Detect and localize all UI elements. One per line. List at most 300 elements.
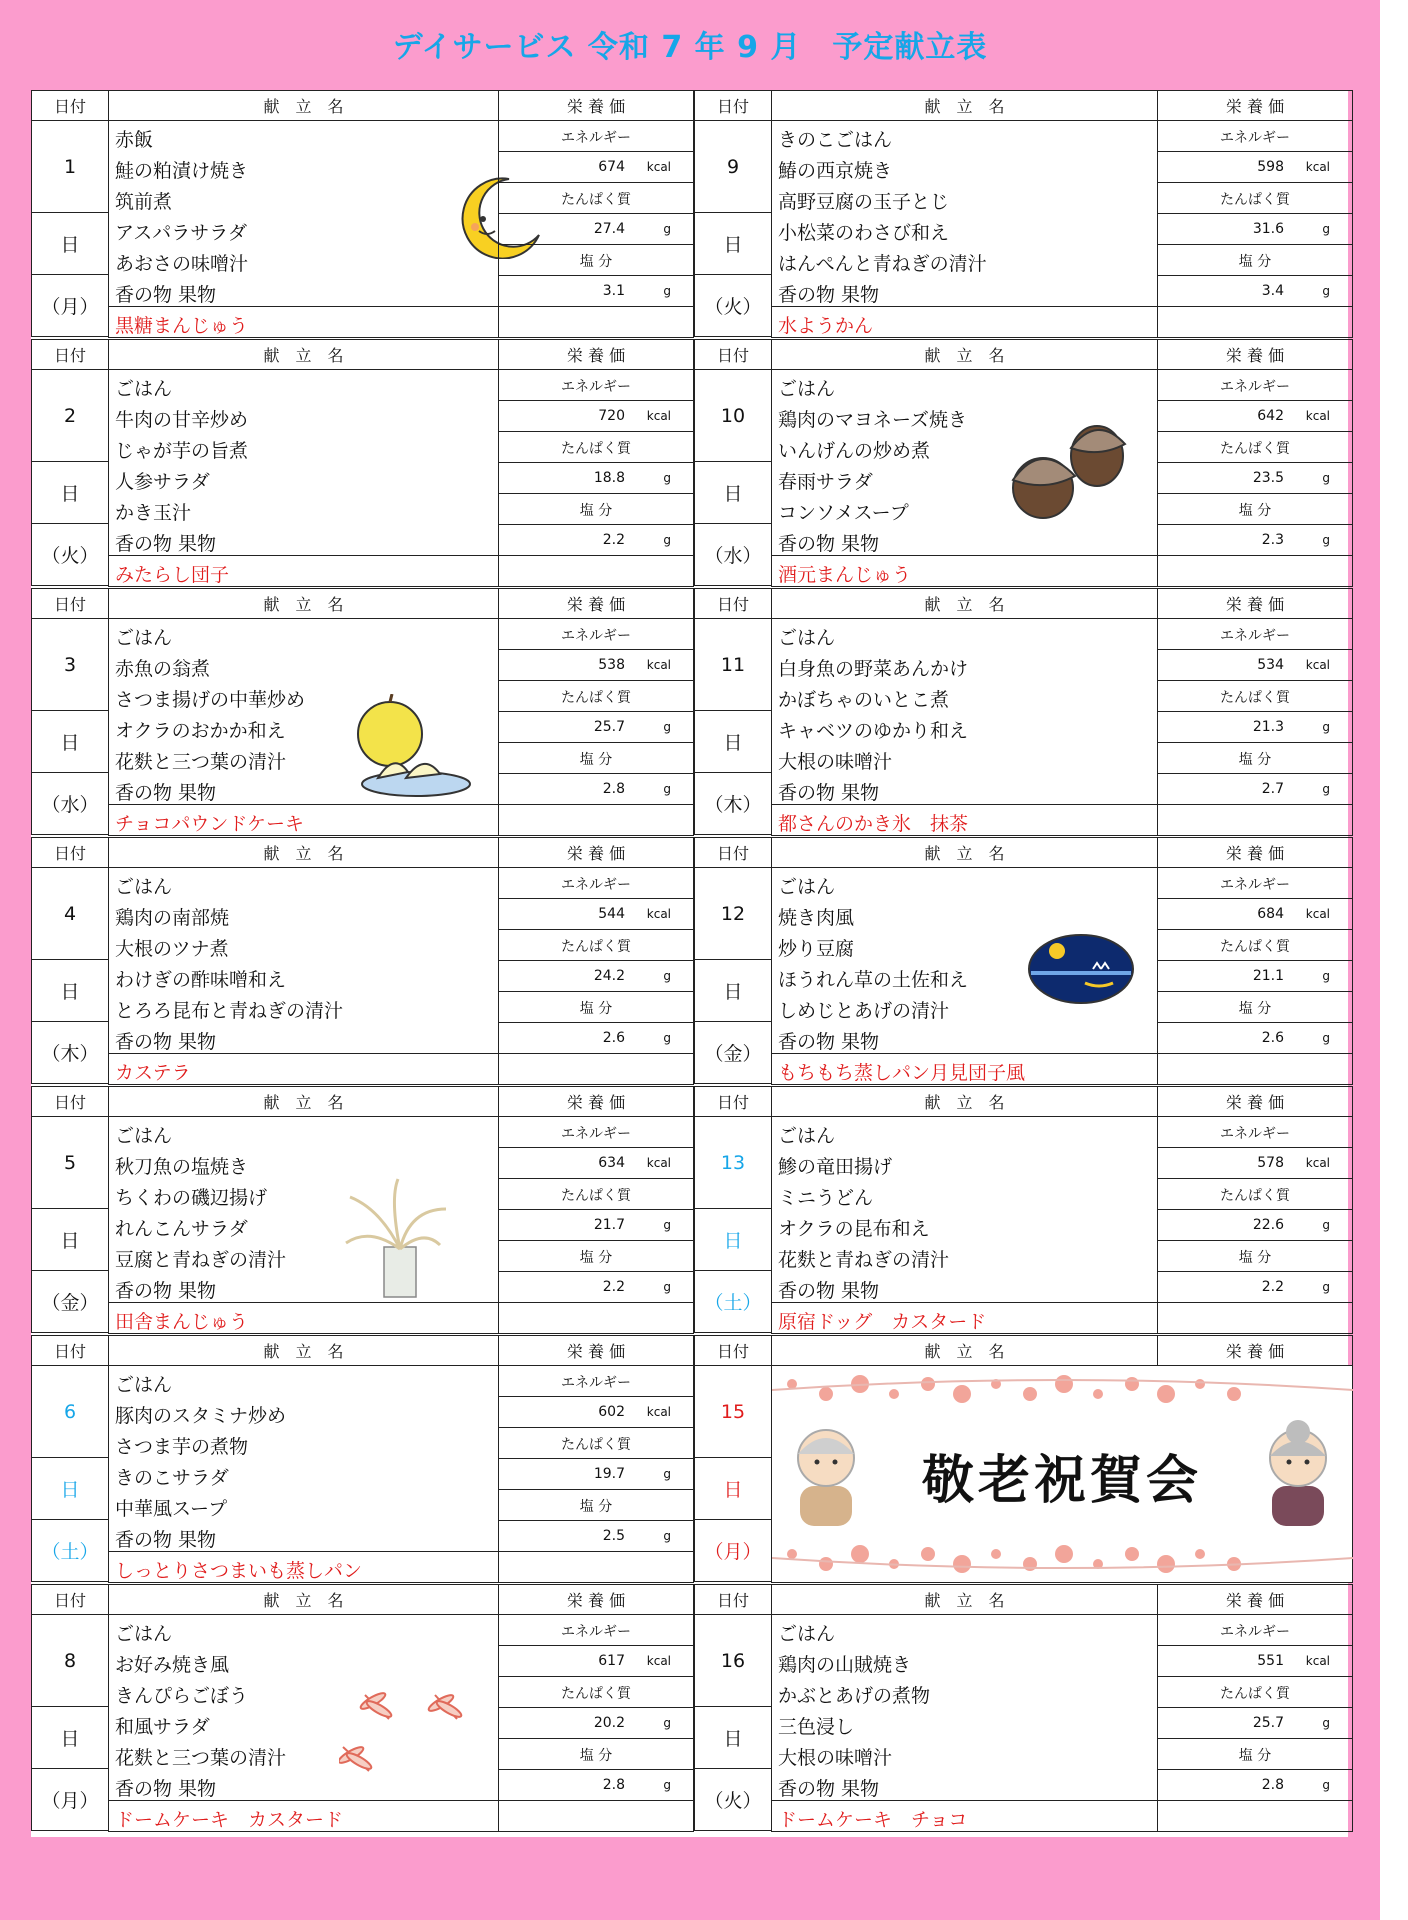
protein-cell: [1157, 929, 1353, 992]
energy-cell: [498, 120, 694, 183]
protein-value: 18.8: [593, 470, 625, 486]
date-nichi: 日: [694, 1208, 772, 1271]
dish-item: オクラの昆布和え: [778, 1218, 930, 1240]
dessert-cell: [771, 1053, 1158, 1085]
menu-cell: [108, 1116, 499, 1303]
header-date: 日付: [31, 339, 109, 370]
date-nichi: 日: [694, 959, 772, 1022]
row-divider: [499, 898, 693, 899]
salt-cell: [498, 742, 694, 805]
dish-item: お好み焼き風: [115, 1654, 230, 1676]
energy-value: 617: [598, 1653, 625, 1669]
salt-label: 塩 分: [579, 1499, 613, 1515]
date-weekday: （土）: [694, 1270, 772, 1333]
dish-item: 香の物 果物: [115, 284, 217, 306]
dessert-cell: [108, 1053, 499, 1085]
dish-item: ごはん: [778, 1623, 836, 1645]
header-date: 日付: [31, 1584, 109, 1615]
unit-kcal: kcal: [1305, 1156, 1330, 1170]
row-divider: [1158, 1209, 1352, 1210]
protein-cell: [498, 680, 694, 743]
row-divider: [1158, 524, 1352, 525]
energy-cell: [498, 867, 694, 930]
date-weekday: （火）: [694, 1768, 772, 1831]
menu-cell: [771, 1614, 1158, 1801]
row-divider: [1158, 400, 1352, 401]
date-weekday: （金）: [31, 1270, 109, 1333]
dessert-cell: [108, 306, 499, 338]
energy-value: 538: [598, 657, 625, 673]
protein-cell: [498, 929, 694, 992]
blank-cell: [498, 1302, 694, 1334]
dish-item: ごはん: [115, 1125, 173, 1147]
header-menu: 献 立 名: [771, 1086, 1158, 1117]
dessert-cell: [108, 1800, 499, 1832]
salt-label: 塩 分: [1238, 752, 1272, 768]
unit-g: g: [663, 284, 671, 298]
header-nutrition: 栄 養 価: [1157, 1335, 1353, 1366]
row-divider: [499, 213, 693, 214]
energy-cell: [1157, 369, 1353, 432]
row-divider: [1158, 1271, 1352, 1272]
row-divider: [1158, 1645, 1352, 1646]
dish-item: 三色浸し: [778, 1716, 855, 1738]
protein-value: 20.2: [593, 1715, 625, 1731]
day-block-2: [31, 339, 694, 588]
salt-label: 塩 分: [1238, 254, 1272, 270]
header-date: 日付: [31, 1086, 109, 1117]
dish-item: 大根のツナ煮: [115, 938, 229, 960]
unit-g: g: [663, 471, 671, 485]
energy-cell: [498, 618, 694, 681]
dish-item: はんぺんと青ねぎの清汁: [778, 253, 987, 275]
energy-value: 674: [598, 159, 625, 175]
blank-cell: [1157, 1053, 1353, 1085]
day-block-9: [694, 90, 1353, 339]
header-nutrition: 栄 養 価: [498, 1086, 694, 1117]
energy-value: 578: [1257, 1155, 1284, 1171]
header-nutrition: 栄 養 価: [498, 837, 694, 868]
protein-label: たんぱく質: [561, 192, 631, 208]
energy-label: エネルギー: [561, 1375, 631, 1391]
dish-item: 人参サラダ: [115, 471, 210, 493]
day-block-16: [694, 1584, 1353, 1833]
dish-item: 大根の味噌汁: [778, 751, 893, 773]
dish-item: ちくわの磯辺揚げ: [115, 1187, 268, 1209]
dessert-cell: [771, 555, 1158, 587]
dish-item: 香の物 果物: [778, 533, 880, 555]
dish-item: 香の物 果物: [115, 533, 217, 555]
dish-item: 鶏肉のマヨネーズ焼き: [778, 409, 968, 431]
header-nutrition: 栄 養 価: [498, 588, 694, 619]
blank-cell: [498, 306, 694, 338]
protein-cell: [498, 1178, 694, 1241]
flower-garland-icon: [772, 1538, 1353, 1578]
protein-value: 25.7: [1252, 1715, 1284, 1731]
flower-garland-icon: [772, 1370, 1353, 1410]
row-divider: [499, 1022, 693, 1023]
salt-label: 塩 分: [579, 1001, 613, 1017]
dish-item: かぶとあげの煮物: [778, 1685, 931, 1707]
protein-value: 21.1: [1252, 968, 1284, 984]
salt-label: 塩 分: [1238, 1001, 1272, 1017]
date-weekday: （木）: [694, 772, 772, 835]
energy-value: 534: [1257, 657, 1284, 673]
energy-label: エネルギー: [561, 1126, 631, 1142]
event-cell: [771, 1365, 1353, 1583]
date-number: 9: [694, 120, 772, 213]
day-block-5: [31, 1086, 694, 1335]
row-divider: [1158, 649, 1352, 650]
date-number: 11: [694, 618, 772, 711]
dish-item: きのこごはん: [778, 129, 893, 151]
protein-label: たんぱく質: [1220, 939, 1290, 955]
dessert-cell: [771, 1800, 1158, 1832]
menu-cell: [108, 1614, 499, 1801]
dish-item: 鶏肉の南部焼: [115, 907, 230, 929]
unit-kcal: kcal: [1305, 160, 1330, 174]
dessert-item: 原宿ドッグ カスタード: [778, 1311, 987, 1333]
dessert-item: カステラ: [115, 1062, 191, 1084]
energy-label: エネルギー: [561, 379, 631, 395]
row-divider: [499, 1769, 693, 1770]
energy-label: エネルギー: [1220, 379, 1290, 395]
date-nichi: 日: [31, 1208, 109, 1271]
dish-item: ごはん: [115, 1623, 173, 1645]
menu-cell: [108, 120, 499, 307]
header-menu: 献 立 名: [108, 90, 499, 121]
row-divider: [499, 1271, 693, 1272]
date-number: 6: [31, 1365, 109, 1458]
row-divider: [1158, 213, 1352, 214]
dessert-cell: [108, 555, 499, 587]
dish-item: 花麩と三つ葉の清汁: [115, 1747, 287, 1769]
dish-item: 香の物 果物: [778, 1280, 880, 1302]
dish-item: じゃが芋の旨煮: [115, 440, 249, 462]
date-number: 10: [694, 369, 772, 462]
salt-value: 2.8: [602, 1777, 625, 1793]
dish-item: ごはん: [778, 378, 836, 400]
salt-value: 2.6: [1261, 1030, 1284, 1046]
dish-item: 花麩と青ねぎの清汁: [778, 1249, 950, 1271]
row-divider: [499, 462, 693, 463]
dish-item: 香の物 果物: [778, 1778, 880, 1800]
salt-label: 塩 分: [1238, 1748, 1272, 1764]
date-number: 2: [31, 369, 109, 462]
dish-item: あおさの味噌汁: [115, 253, 249, 275]
day-block-15: [694, 1335, 1353, 1584]
date-number: 8: [31, 1614, 109, 1707]
date-weekday: （金）: [694, 1021, 772, 1084]
protein-value: 21.7: [593, 1217, 625, 1233]
protein-label: たんぱく質: [1220, 690, 1290, 706]
dessert-item: ドームケーキ カスタード: [115, 1809, 344, 1831]
dish-item: しめじとあげの清汁: [778, 1000, 950, 1022]
protein-label: たんぱく質: [561, 690, 631, 706]
dish-item: 鶏肉の山賊焼き: [778, 1654, 912, 1676]
date-nichi: 日: [31, 461, 109, 524]
unit-kcal: kcal: [646, 658, 671, 672]
dessert-item: もちもち蒸しパン月見団子風: [778, 1062, 1026, 1084]
day-block-11: [694, 588, 1353, 837]
day-block-3: [31, 588, 694, 837]
blank-cell: [498, 1053, 694, 1085]
unit-kcal: kcal: [646, 160, 671, 174]
date-nichi: 日: [694, 461, 772, 524]
dish-item: 白身魚の野菜あんかけ: [778, 658, 969, 680]
row-divider: [499, 711, 693, 712]
dish-item: ごはん: [115, 1374, 173, 1396]
salt-value: 2.8: [602, 781, 625, 797]
energy-cell: [498, 1116, 694, 1179]
header-menu: 献 立 名: [771, 339, 1158, 370]
unit-g: g: [1322, 1716, 1330, 1730]
header-menu: 献 立 名: [108, 837, 499, 868]
energy-label: エネルギー: [561, 130, 631, 146]
dessert-item: 水ようかん: [778, 315, 874, 337]
blank-cell: [1157, 804, 1353, 836]
menu-cell: [108, 867, 499, 1054]
energy-value: 720: [598, 408, 625, 424]
row-divider: [1158, 1022, 1352, 1023]
header-nutrition: 栄 養 価: [1157, 339, 1353, 370]
dish-item: 赤飯: [115, 129, 154, 151]
date-nichi: 日: [31, 1706, 109, 1769]
row-divider: [499, 1520, 693, 1521]
pear-icon: [354, 694, 472, 804]
row-divider: [499, 649, 693, 650]
header-date: 日付: [694, 837, 772, 868]
energy-value: 684: [1257, 906, 1284, 922]
row-divider: [1158, 151, 1352, 152]
dish-item: 赤魚の翁煮: [115, 658, 211, 680]
protein-value: 24.2: [593, 968, 625, 984]
dish-item: 筑前煮: [115, 191, 173, 213]
salt-cell: [498, 1738, 694, 1801]
dish-item: かぼちゃのいとこ煮: [778, 689, 950, 711]
unit-g: g: [1322, 471, 1330, 485]
row-divider: [499, 773, 693, 774]
energy-value: 634: [598, 1155, 625, 1171]
dessert-cell: [771, 306, 1158, 338]
protein-cell: [498, 182, 694, 245]
dish-item: きんぴらごぼう: [115, 1685, 249, 1707]
dish-item: ごはん: [778, 1125, 836, 1147]
salt-cell: [498, 244, 694, 307]
date-number: 4: [31, 867, 109, 960]
protein-cell: [498, 1427, 694, 1490]
day-block-13: [694, 1086, 1353, 1335]
protein-cell: [1157, 680, 1353, 743]
dish-item: ごはん: [778, 627, 836, 649]
dish-item: 鯵の竜田揚げ: [778, 1156, 893, 1178]
dish-item: ミニうどん: [778, 1187, 874, 1209]
protein-cell: [1157, 1178, 1353, 1241]
header-menu: 献 立 名: [108, 1335, 499, 1366]
date-weekday: （水）: [31, 772, 109, 835]
date-nichi: 日: [694, 1457, 772, 1520]
salt-value: 2.7: [1261, 781, 1284, 797]
dish-item: コンソメスープ: [778, 502, 909, 524]
salt-label: 塩 分: [579, 1748, 613, 1764]
date-nichi: 日: [31, 212, 109, 275]
protein-value: 27.4: [593, 221, 625, 237]
row-divider: [499, 960, 693, 961]
salt-cell: [1157, 991, 1353, 1054]
blank-cell: [498, 1800, 694, 1832]
dish-item: いんげんの炒め煮: [778, 440, 931, 462]
dish-item: 花麩と三つ葉の清汁: [115, 751, 287, 773]
dish-item: 香の物 果物: [778, 1031, 880, 1053]
dish-item: 牛肉の甘辛炒め: [115, 409, 249, 431]
header-nutrition: 栄 養 価: [1157, 1584, 1353, 1615]
menu-sheet: [31, 90, 1348, 1837]
unit-g: g: [663, 969, 671, 983]
header-date: 日付: [31, 90, 109, 121]
unit-g: g: [1322, 1031, 1330, 1045]
header-nutrition: 栄 養 価: [1157, 837, 1353, 868]
protein-label: たんぱく質: [561, 1188, 631, 1204]
dessert-item: 都さんのかき氷 抹茶: [778, 813, 969, 835]
salt-cell: [498, 1240, 694, 1303]
row-divider: [499, 1396, 693, 1397]
day-block-6: [31, 1335, 694, 1584]
protein-cell: [498, 1676, 694, 1739]
unit-g: g: [663, 1529, 671, 1543]
unit-g: g: [1322, 1280, 1330, 1294]
dessert-cell: [108, 1551, 499, 1583]
dish-item: 豚肉のスタミナ炒め: [115, 1405, 287, 1427]
dish-item: 香の物 果物: [115, 1529, 217, 1551]
protein-label: たんぱく質: [1220, 441, 1290, 457]
row-divider: [1158, 711, 1352, 712]
unit-g: g: [663, 1467, 671, 1481]
header-date: 日付: [694, 339, 772, 370]
protein-value: 19.7: [593, 1466, 625, 1482]
row-divider: [1158, 898, 1352, 899]
dish-item: 香の物 果物: [778, 284, 880, 306]
unit-g: g: [1322, 720, 1330, 734]
date-weekday: （月）: [31, 274, 109, 337]
unit-kcal: kcal: [646, 1405, 671, 1419]
dish-item: ごはん: [115, 378, 173, 400]
dish-item: 鰆の西京焼き: [778, 160, 893, 182]
unit-g: g: [1322, 969, 1330, 983]
energy-value: 551: [1257, 1653, 1284, 1669]
unit-g: g: [663, 720, 671, 734]
row-divider: [499, 275, 693, 276]
unit-g: g: [663, 1280, 671, 1294]
unit-g: g: [663, 1778, 671, 1792]
row-divider: [1158, 275, 1352, 276]
dish-item: 豆腐と青ねぎの清汁: [115, 1249, 287, 1271]
menu-cell: [108, 618, 499, 805]
unit-g: g: [663, 533, 671, 547]
date-nichi: 日: [31, 1457, 109, 1520]
salt-label: 塩 分: [1238, 503, 1272, 519]
row-divider: [1158, 1707, 1352, 1708]
menu-cell: [771, 867, 1158, 1054]
menu-cell: [108, 369, 499, 556]
row-divider: [1158, 1147, 1352, 1148]
dessert-item: チョコパウンドケーキ: [115, 813, 305, 835]
date-weekday: （木）: [31, 1021, 109, 1084]
header-menu: 献 立 名: [771, 837, 1158, 868]
dish-item: 香の物 果物: [115, 1280, 217, 1302]
dessert-cell: [108, 1302, 499, 1334]
event-title: 敬老祝賀会: [921, 1450, 1202, 1511]
header-nutrition: 栄 養 価: [498, 90, 694, 121]
unit-g: g: [1322, 1778, 1330, 1792]
dish-item: キャベツのゆかり和え: [778, 720, 969, 742]
menu-cell: [771, 369, 1158, 556]
date-weekday: （月）: [31, 1768, 109, 1831]
dish-item: 鮭の粕漬け焼き: [115, 160, 249, 182]
dish-item: 高野豆腐の玉子とじ: [778, 191, 950, 213]
dish-item: 香の物 果物: [115, 1778, 217, 1800]
date-number: 15: [694, 1365, 772, 1458]
date-nichi: 日: [31, 959, 109, 1022]
date-number: 1: [31, 120, 109, 213]
row-divider: [499, 400, 693, 401]
row-divider: [499, 1645, 693, 1646]
protein-cell: [498, 431, 694, 494]
header-menu: 献 立 名: [108, 1584, 499, 1615]
dessert-item: みたらし団子: [115, 564, 230, 586]
day-block-1: [31, 90, 694, 339]
date-nichi: 日: [694, 710, 772, 773]
energy-label: エネルギー: [561, 628, 631, 644]
energy-cell: [1157, 867, 1353, 930]
row-divider: [499, 151, 693, 152]
dish-item: 焼き肉風: [778, 907, 855, 929]
protein-value: 21.3: [1252, 719, 1284, 735]
protein-label: たんぱく質: [561, 939, 631, 955]
salt-cell: [498, 991, 694, 1054]
header-date: 日付: [31, 837, 109, 868]
row-divider: [499, 1707, 693, 1708]
energy-value: 602: [598, 1404, 625, 1420]
energy-label: エネルギー: [561, 1624, 631, 1640]
dish-item: ごはん: [115, 876, 173, 898]
header-menu: 献 立 名: [771, 90, 1158, 121]
dish-item: かき玉汁: [115, 502, 192, 524]
blank-cell: [498, 1551, 694, 1583]
pampas-grass-icon: [344, 1177, 450, 1303]
date-number: 16: [694, 1614, 772, 1707]
page-title: デイサービス 令和 7 年 9 月 予定献立表: [392, 30, 988, 65]
dish-item: 和風サラダ: [115, 1716, 210, 1738]
dish-item: 大根の味噌汁: [778, 1747, 893, 1769]
energy-label: エネルギー: [561, 877, 631, 893]
date-weekday: （月）: [694, 1519, 772, 1582]
unit-g: g: [663, 1031, 671, 1045]
unit-g: g: [1322, 284, 1330, 298]
dish-item: 香の物 果物: [115, 782, 217, 804]
salt-label: 塩 分: [579, 254, 613, 270]
unit-kcal: kcal: [1305, 409, 1330, 423]
menu-cell: [771, 618, 1158, 805]
energy-label: エネルギー: [1220, 1624, 1290, 1640]
dish-item: ごはん: [115, 627, 173, 649]
energy-cell: [1157, 120, 1353, 183]
row-divider: [499, 524, 693, 525]
salt-label: 塩 分: [1238, 1250, 1272, 1266]
date-number: 13: [694, 1116, 772, 1209]
unit-kcal: kcal: [646, 409, 671, 423]
salt-value: 2.3: [1261, 532, 1284, 548]
row-divider: [499, 1147, 693, 1148]
